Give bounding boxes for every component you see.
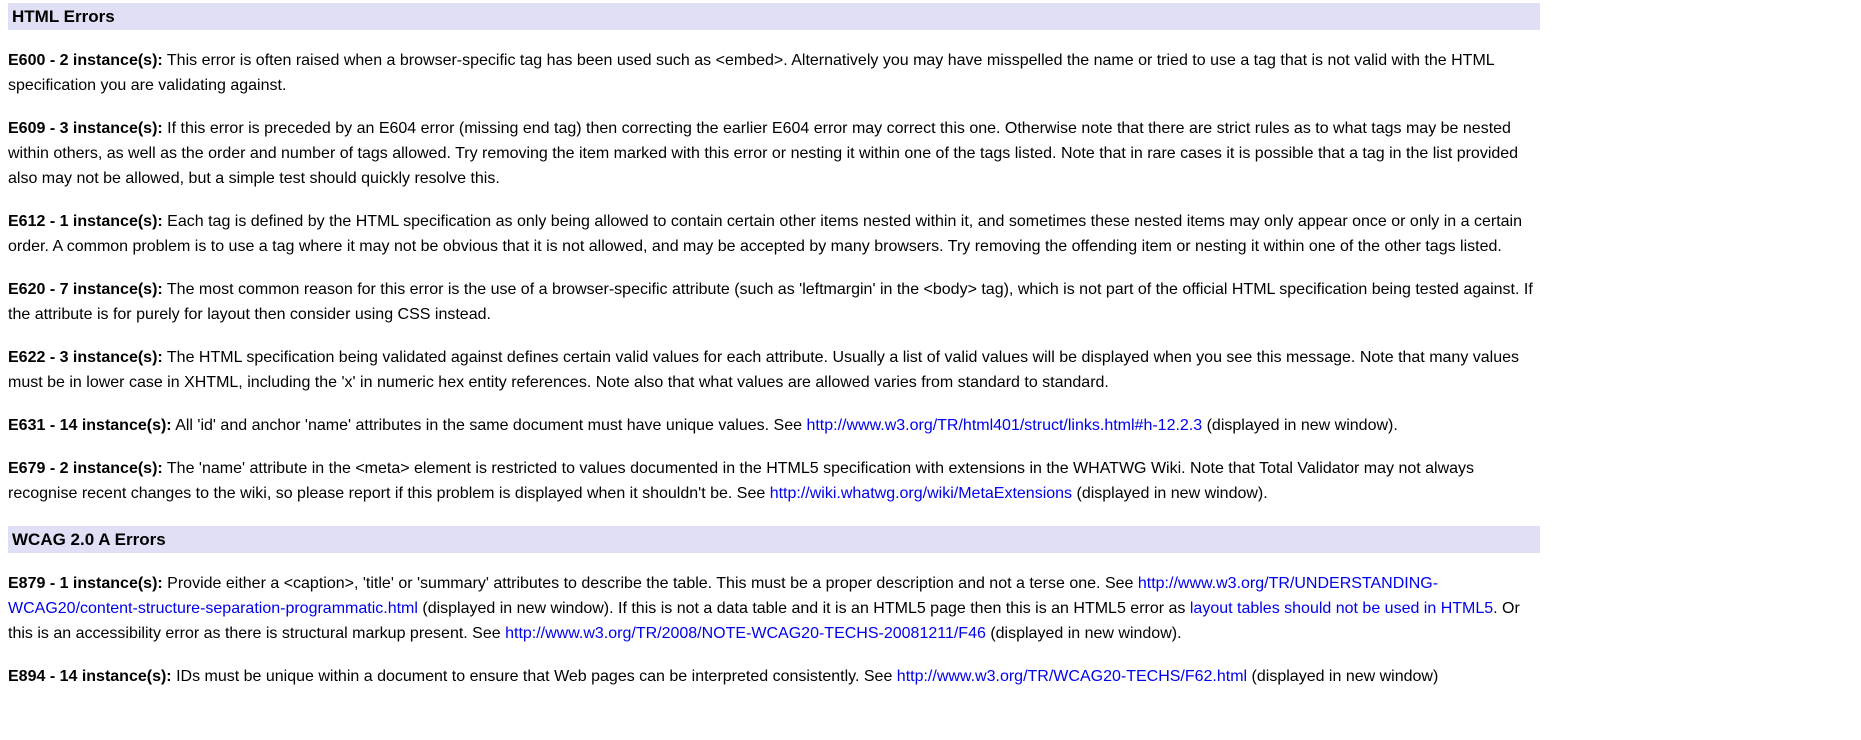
error-text: (displayed in new window). <box>1072 485 1268 502</box>
error-text: (displayed in new window). If this is not a data table and it is an HTML5 page then this is an HTML5 error as <box>417 600 1190 617</box>
error-text: (displayed in new window) <box>1247 668 1439 685</box>
error-code: E600 - 2 instance(s): <box>8 52 163 69</box>
error-entry <box>8 48 1540 98</box>
error-text: The most common reason for this error is the use of a browser-specific attribute (such as 'leftmargin' in the <body> tag), which is not part of the official HTML specification being tested against. If the attribute is for purely for layout then consider using CSS instead. <box>8 281 1533 323</box>
error-text: (displayed in new window). <box>985 625 1182 642</box>
error-entry <box>8 413 1540 438</box>
error-code: E609 - 3 instance(s): <box>8 120 163 137</box>
error-code: E679 - 2 instance(s): <box>8 460 163 477</box>
error-entry <box>8 116 1540 191</box>
error-text: . Or this is an accessibility error as there is structural markup present. See <box>8 600 1520 642</box>
error-link[interactable]: http://www.w3.org/TR/WCAG20-TECHS/F62.html <box>896 668 1248 685</box>
section-header: WCAG 2.0 A Errors <box>8 526 1540 553</box>
error-code: E620 - 7 instance(s): <box>8 281 163 298</box>
error-code: E631 - 14 instance(s): <box>8 417 172 434</box>
error-code: E612 - 1 instance(s): <box>8 213 163 230</box>
error-link[interactable]: layout tables should not be used in HTML5 <box>1189 600 1494 617</box>
error-entry <box>8 277 1540 327</box>
error-text: IDs must be unique within a document to ensure that Web pages can be interpreted consistently. See <box>171 668 897 685</box>
error-text: All 'id' and anchor 'name' attributes in the same document must have unique values. See <box>171 417 807 434</box>
error-text: (displayed in new window). <box>1202 417 1398 434</box>
error-code: E879 - 1 instance(s): <box>8 575 163 592</box>
error-link[interactable]: http://www.w3.org/TR/html401/struct/links.html#h-12.2.3 <box>806 417 1203 434</box>
error-entry <box>8 571 1540 646</box>
error-entry <box>8 209 1540 259</box>
error-text: The 'name' attribute in the <meta> element is restricted to values documented in the HTML5 specification with extensions in the WHATWG Wiki. Note that Total Validator may not always recognise recent changes to the wiki, so please report if this problem is displayed when it shouldn't be. See <box>8 460 1475 502</box>
error-entry <box>8 345 1540 395</box>
error-link[interactable]: http://www.w3.org/TR/2008/NOTE-WCAG20-TECHS-20081211/F46 <box>505 625 986 642</box>
section-header: HTML Errors <box>8 3 1540 30</box>
error-link[interactable]: http://www.w3.org/TR/UNDERSTANDING-WCAG20/content-structure-separation-programmatic.html <box>8 575 1439 617</box>
error-code: E894 - 14 instance(s): <box>8 668 172 685</box>
error-text: Provide either a <caption>, 'title' or 'summary' attributes to describe the table. This must be a proper description and not a terse one. See <box>162 575 1138 592</box>
error-link[interactable]: http://wiki.whatwg.org/wiki/MetaExtensions <box>769 485 1073 502</box>
error-text: The HTML specification being validated against defines certain valid values for each attribute. Usually a list of valid values will be displayed when you see this message. Note that many values must be in lower case in XHTML, including the 'x' in numeric hex entity references. Note also that what values are allowed varies from standard to standard. <box>8 349 1520 391</box>
error-text: If this error is preceded by an E604 error (missing end tag) then correcting the earlier E604 error may correct this one. Otherwise note that there are strict rules as to what tags may be nested within others, as well as the order and number of tags allowed. Try removing the item marked with this error or nesting it within one of the tags listed. Note that in rare cases it is possible that a tag in the list provided also may not be allowed, but a simple test should quickly resolve this. <box>8 120 1519 187</box>
error-report <box>8 3 1540 689</box>
error-entry <box>8 664 1540 689</box>
error-entry <box>8 456 1540 506</box>
error-code: E622 - 3 instance(s): <box>8 349 163 366</box>
error-text: This error is often raised when a browser-specific tag has been used such as <embed>. Alternatively you may have misspelled the name or tried to use a tag that is not valid with the HTML specification you are validating against. <box>8 52 1495 94</box>
error-text: Each tag is defined by the HTML specification as only being allowed to contain certain other items nested within it, and sometimes these nested items may only appear once or only in a certain order. A common problem is to use a tag where it may not be obvious that it is not allowed, and may be accepted by many browsers. Try removing the offending item or nesting it within one of the other tags listed. <box>8 213 1522 255</box>
